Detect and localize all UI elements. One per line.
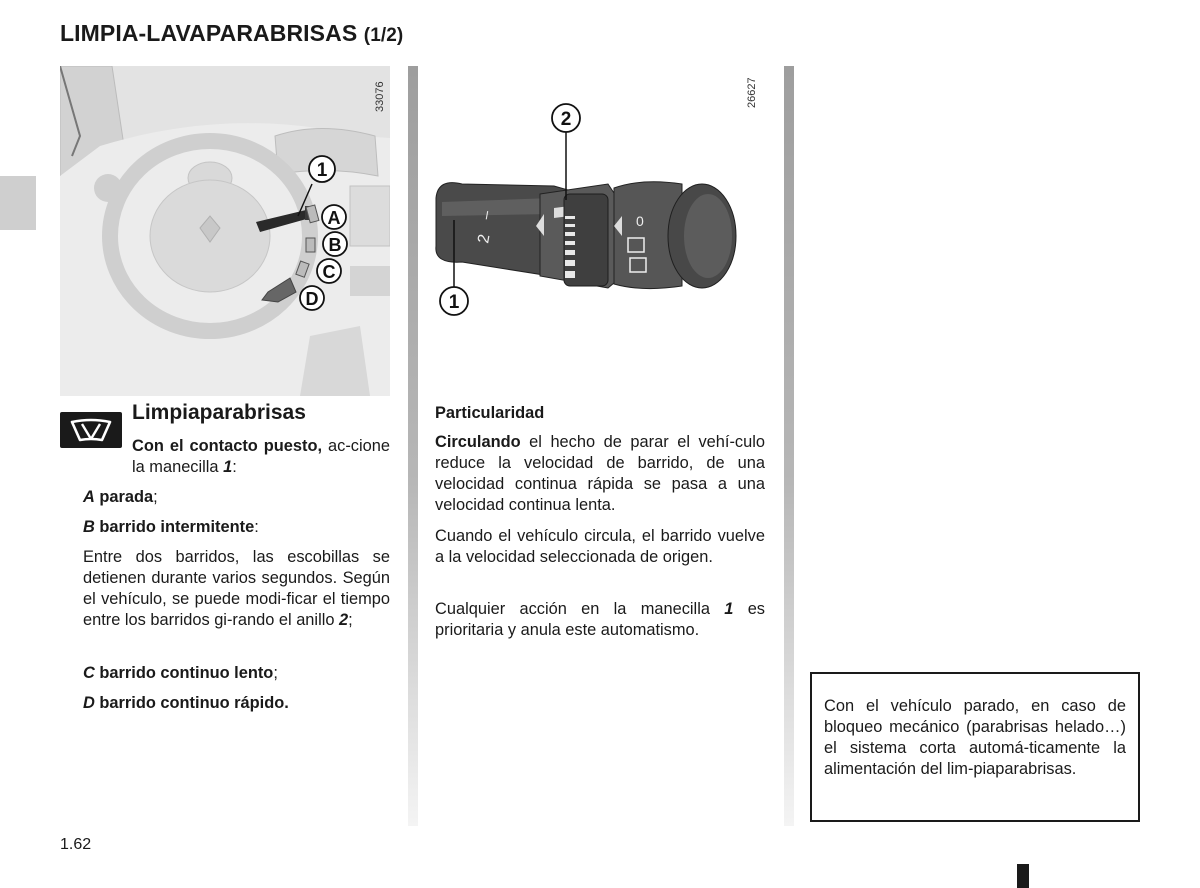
item-c-letter: C	[83, 664, 95, 682]
ring-tick	[565, 271, 575, 278]
particularidad-paragraph-1	[435, 432, 765, 516]
item-b-label: barrido intermitente	[94, 518, 255, 536]
stalk-figure	[432, 66, 772, 346]
centre-console-vents	[350, 186, 390, 246]
p3-ref: 1	[724, 600, 734, 618]
item-a-end: ;	[153, 488, 158, 506]
page-corner-mark	[1017, 864, 1029, 888]
item-d-letter: D	[83, 694, 95, 712]
intro-bold: Con el contacto puesto,	[132, 437, 323, 455]
column-separator-right	[784, 66, 794, 826]
p3-pre: Cualquier acción en la manecilla	[435, 600, 725, 618]
ring-tick	[565, 232, 575, 236]
ring-tick	[565, 260, 575, 266]
p3-post: es prioritaria y anula este automatismo.	[435, 600, 766, 639]
ring-tick	[565, 241, 575, 245]
item-c-end: ;	[273, 664, 278, 682]
item-b	[83, 517, 390, 538]
callout-d-label: D	[305, 289, 319, 309]
callout-b-label: B	[328, 235, 342, 255]
item-c	[83, 663, 390, 684]
callout-1-label: 1	[448, 292, 460, 313]
figure-reference-code: 33076	[374, 81, 386, 112]
item-a-letter: A	[83, 488, 95, 506]
callout-c-label: C	[322, 262, 336, 282]
section-heading: Limpiaparabrisas	[132, 401, 306, 424]
item-b-letter: B	[83, 518, 95, 536]
item-b-desc-end: ;	[348, 611, 353, 629]
gear-lever-area	[300, 326, 370, 396]
page-title-text: LIMPIA-LAVAPARABRISAS	[60, 20, 358, 46]
column-separator-left	[408, 66, 418, 826]
page-title-suffix: (1/2)	[363, 25, 404, 46]
particularidad-paragraph-3	[435, 599, 765, 641]
centre-console-controls	[350, 266, 390, 296]
dashboard-figure	[60, 66, 390, 396]
chapter-tab	[0, 176, 36, 230]
intro-rest: ac-cione la manecilla	[132, 437, 390, 476]
item-b-end: :	[254, 518, 259, 536]
note-box	[810, 672, 1140, 822]
figure-reference-code: 26627	[746, 77, 758, 108]
intro-ref: 1	[223, 458, 233, 476]
item-b-desc-ref: 2	[339, 611, 349, 629]
stalk-marking-dash: –	[477, 209, 496, 221]
ring-tick	[565, 216, 575, 219]
item-d-label: barrido continuo rápido.	[94, 694, 289, 712]
item-d	[83, 693, 390, 714]
item-a-label: parada	[94, 488, 154, 506]
p1-rest: el hecho de parar el vehí-culo reduce la velocidad de barrido, de una velocidad continua rápida se pasa a una velocidad continua lenta.	[435, 433, 765, 514]
callout-1-label: 1	[316, 160, 328, 181]
dashboard-illustration	[60, 66, 390, 396]
item-b-desc-text: Entre dos barridos, las escobillas se detienen durante varios segundos. Según el vehículo, se puede modi-ficar el tiempo entre los barridos gi-rando el anillo	[83, 548, 390, 629]
stalk-illustration	[432, 66, 772, 346]
particularidad-title: Particularidad	[435, 404, 545, 422]
page-title	[60, 20, 403, 47]
note-text: Con el vehículo parado, en caso de bloqueo mecánico (parabrisas helado…) el sistema corta automá-ticamente la alimentación del lim-piaparabrisas.	[824, 697, 1126, 778]
stalk-end-face	[684, 194, 732, 278]
ring-tick	[565, 224, 575, 227]
intro-end: :	[232, 458, 237, 476]
item-a	[83, 487, 390, 508]
ring-tick	[565, 250, 575, 255]
item-c-label: barrido continuo lento	[94, 664, 274, 682]
stalk-marking-two: 2	[475, 232, 494, 245]
intro-paragraph	[60, 436, 390, 478]
position-b-marker	[306, 238, 315, 252]
p1-bold: Circulando	[435, 433, 521, 451]
page-number: 1.62	[60, 836, 92, 853]
callout-2-label: 2	[560, 109, 572, 130]
stalk-marking-zero: 0	[636, 213, 644, 229]
item-b-description	[83, 547, 390, 631]
callout-a-label: A	[327, 208, 341, 228]
particularidad-paragraph-2: Cuando el vehículo circula, el barrido vuelve a la velocidad seleccionada de origen.	[435, 527, 765, 566]
